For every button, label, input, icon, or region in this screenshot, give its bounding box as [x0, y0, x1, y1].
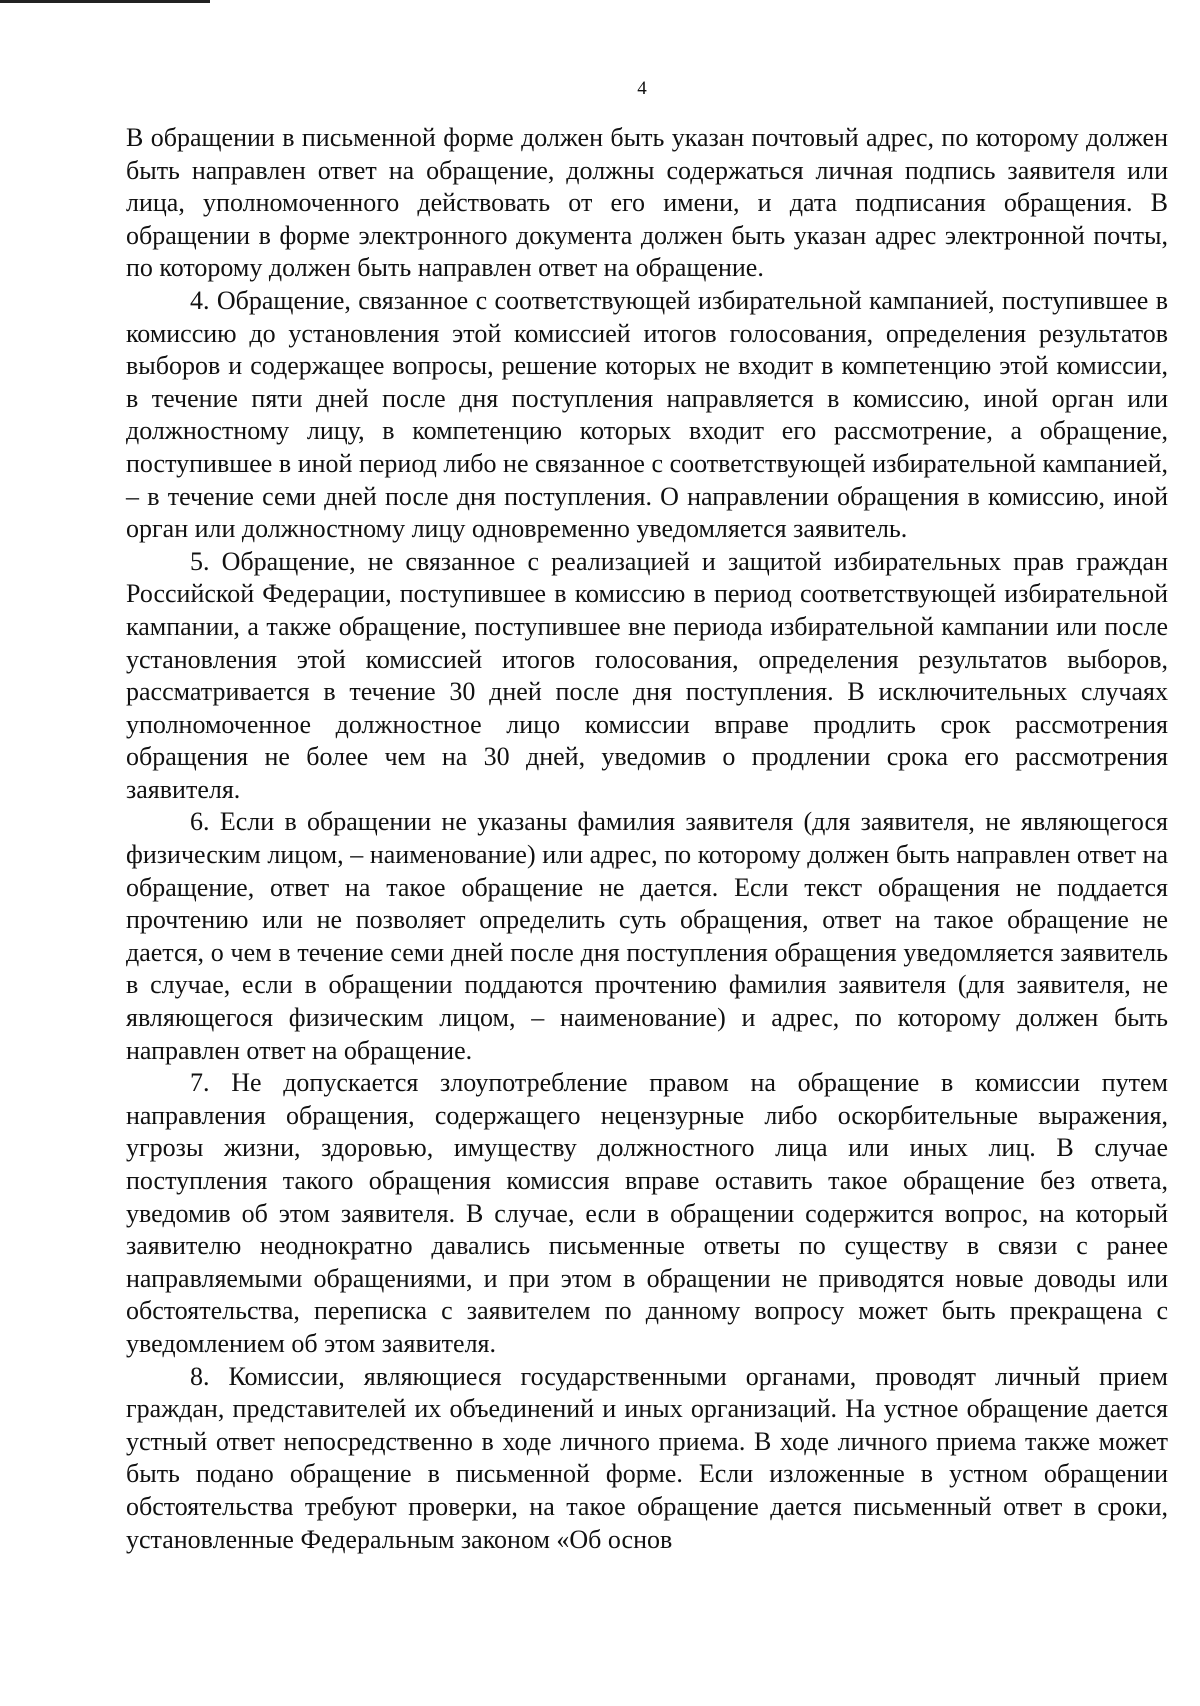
paragraph-address-requirements: В обращении в письменной форме должен быть указан почтовый адрес, по которому должен быть направлен ответ на обращение, должны содержаться личная подпись заявителя или лица, уполномоченного действовать от его имени, и дата подписания обращения. В обращении в форме электронного документа должен быть указан адрес электронной почты, по которому должен быть направлен ответ на обращение.	[126, 123, 1168, 283]
paragraph-item-6: 6. Если в обращении не указаны фамилия заявителя (для заявителя, не являющегося физическим лицом, – наименование) или адрес, по которому должен быть направлен ответ на обращение, ответ на такое обращение не дается. Если текст обращения не поддается прочтению или не позволяет определить суть обращения, ответ на такое обращение не дается, о чем в течение семи дней после дня поступления обращения уведомляется заявитель в случае, если в обращении поддаются прочтению фамилия заявителя (для заявителя, не являющегося физическим лицом, – наименование) и адрес, по которому должен быть направлен ответ на обращение.	[126, 807, 1168, 1065]
paragraph-item-5: 5. Обращение, не связанное с реализацией и защитой избирательных прав граждан Российской Федерации, поступившее в комиссию в период соответствующей избирательной кампании, а также обращение, поступившее вне периода избирательной кампании или после установления этой комиссией итогов голосования, определения результатов выборов, рассматривается в течение 30 дней после дня поступления. В исключительных случаях уполномоченное должностное лицо комиссии вправе продлить срок рассмотрения обращения не более чем на 30 дней, уведомив о продлении срока его рассмотрения заявителя.	[126, 546, 1168, 804]
document-body	[126, 122, 1168, 1556]
paragraph-item-4: 4. Обращение, связанное с соответствующей избирательной кампанией, поступившее в комиссию до установления этой комиссией итогов голосования, определения результатов выборов и содержащее вопросы, решение которых не входит в компетенцию этой комиссии, в течение пяти дней после дня поступления направляется в комиссию, иной орган или должностному лицу, в компетенцию которых входит его рассмотрение, а обращение, поступившее в иной период либо не связанное с соответствующей избирательной кампанией, – в течение семи дней после дня поступления. О направлении обращения в комиссию, иной орган или должностному лицу одновременно уведомляется заявитель.	[126, 285, 1168, 544]
page-number: 4	[637, 78, 647, 99]
paragraph-item-8: 8. Комиссии, являющиеся государственными органами, проводят личный прием граждан, представителей их объединений и иных организаций. На устное обращение дается устный ответ непосредственно в ходе личного приема. В ходе личного приема также может быть подано обращение в письменной форме. Если изложенные в устном обращении обстоятельства требуют проверки, на такое обращение дается письменный ответ в сроки, установленные Федеральным законом «Об основ	[126, 1361, 1168, 1554]
scan-edge-line	[0, 0, 210, 3]
paragraph-item-7: 7. Не допускается злоупотребление правом на обращение в комиссии путем направления обращения, содержащего нецензурные либо оскорбительные выражения, угрозы жизни, здоровью, имуществу должностного лица или иных лиц. В случае поступления такого обращения комиссия вправе оставить такое обращение без ответа, уведомив об этом заявителя. В случае, если в обращении содержится вопрос, на который заявителю неоднократно давались письменные ответы по существу в связи с ранее направляемыми обращениями, и при этом в обращении не приводятся новые доводы или обстоятельства, переписка с заявителем по данному вопросу может быть прекращена с уведомлением об этом заявителя.	[126, 1068, 1168, 1358]
